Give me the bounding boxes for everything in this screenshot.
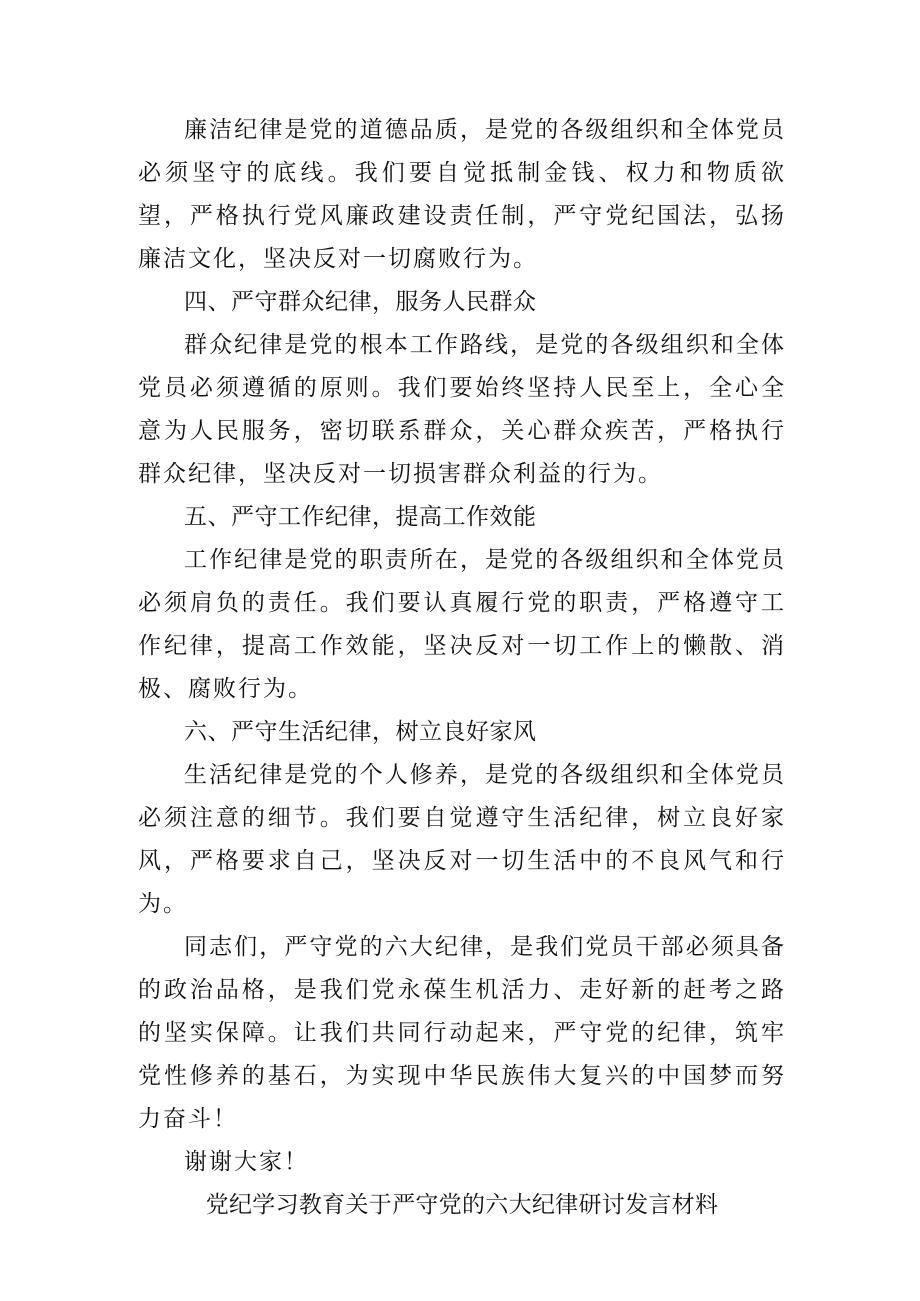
section-heading-work-discipline: 五、严守工作纪律，提高工作效能: [184, 504, 537, 530]
paragraph-closing: 同志们，严守党的六大纪律，是我们党员干部必须具备的政治品格，是我们党永葆生机活力、走好新的赶考之路的坚实保障。让我们共同行动起来，严守党的纪律，筑牢党性修养的基石，为实现中华民族伟大复兴的中国梦而努力奋斗！: [138, 934, 786, 1132]
section-heading-mass-discipline: 四、严守群众纪律，服务人民群众: [184, 289, 537, 315]
document-body: [138, 109, 786, 1227]
next-document-title: 党纪学习教育关于严守党的六大纪律研讨发言材料: [205, 1192, 719, 1218]
paragraph-mass-discipline: 群众纪律是党的根本工作路线，是党的各级组织和全体党员必须遵循的原则。我们要始终坚持人民至上，全心全意为人民服务，密切联系群众，关心群众疾苦，严格执行群众纪律，坚决反对一切损害群众利益的行为。: [138, 332, 786, 487]
section-heading-life-discipline: 六、严守生活纪律，树立良好家风: [184, 719, 537, 745]
paragraph-life-discipline: 生活纪律是党的个人修养，是党的各级组织和全体党员必须注意的细节。我们要自觉遵守生活纪律，树立良好家风，严格要求自己，坚决反对一切生活中的不良风气和行为。: [138, 762, 786, 917]
paragraph-work-discipline: 工作纪律是党的职责所在，是党的各级组织和全体党员必须肩负的责任。我们要认真履行党的职责，严格遵守工作纪律，提高工作效能，坚决反对一切工作上的懒散、消极、腐败行为。: [138, 547, 786, 702]
paragraph-thanks: 谢谢大家！: [184, 1149, 309, 1175]
paragraph-integrity-discipline: 廉洁纪律是党的道德品质，是党的各级组织和全体党员必须坚守的底线。我们要自觉抵制金钱、权力和物质欲望，严格执行党风廉政建设责任制，严守党纪国法，弘扬廉洁文化，坚决反对一切腐败行为。: [138, 117, 786, 272]
